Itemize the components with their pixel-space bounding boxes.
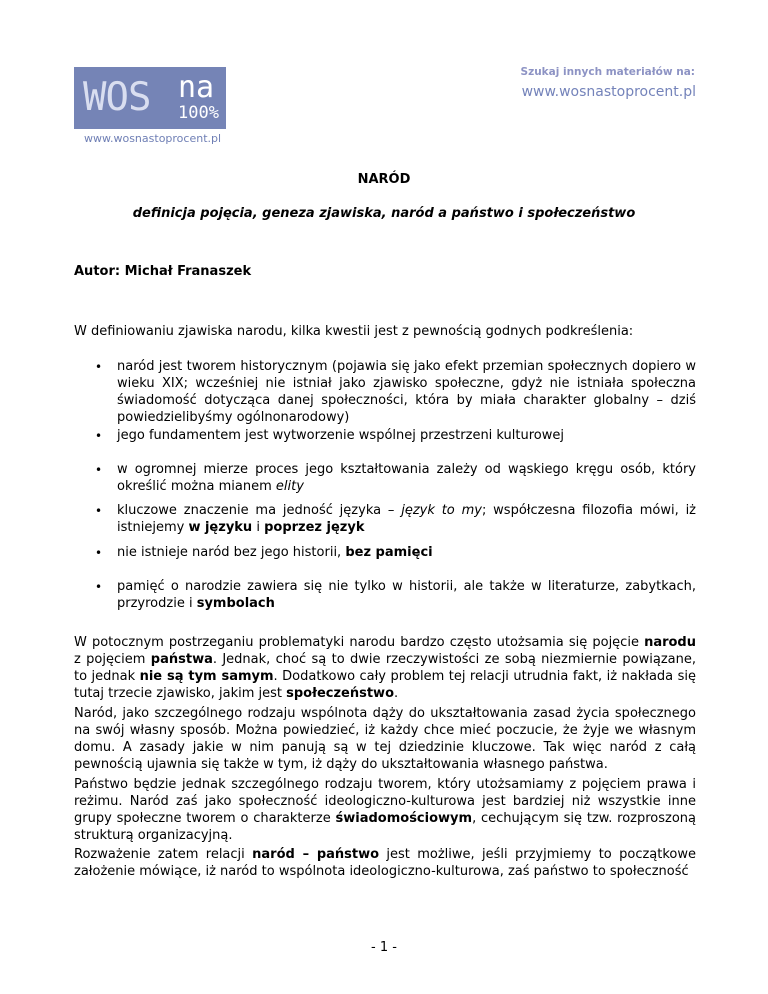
logo-percent-text: 100%	[178, 103, 219, 123]
bullet-marker: •	[95, 580, 103, 594]
document-subtitle: definicja pojęcia, geneza zjawiska, naród a państwo i społeczeństwo	[132, 206, 636, 221]
search-label: Szukaj innych materiałów na:	[520, 66, 695, 78]
body-paragraph: Naród, jako szczególnego rodzaju wspólnota dąży do ukształtowania zasad życia społecznego na swój własny sposób. Można powiedzieć, iż każdy chce mieć poczucie, że żyje we własnym domu. A zasady jakie w nim panują są w tej dziedzinie kluczowe. Tak więc naród z całą pewnością ujawnia się także w tym, iż dąży do ukształtowania własnego państwa.	[74, 706, 696, 772]
intro-paragraph: W definiowaniu zjawiska narodu, kilka kwestii jest z pewnością godnych podkreślenia:	[74, 324, 634, 339]
document-author: Autor: Michał Franaszek	[74, 264, 252, 279]
bullet-marker: •	[95, 429, 103, 443]
logo-na-text: na	[178, 70, 215, 105]
bullet-marker: •	[95, 504, 103, 518]
page-number: - 1 -	[371, 940, 397, 955]
site-logo[interactable]	[74, 67, 226, 129]
bullet-item: kluczowe znaczenie ma jedność języka – język to my; współczesna filozofia mówi, iż istniejemy w języku i poprzez język	[117, 503, 697, 535]
search-url-link[interactable]: www.wosnastoprocent.pl	[521, 84, 696, 100]
bullet-marker: •	[95, 360, 103, 374]
bullet-item: pamięć o narodzie zawiera się nie tylko w historii, ale także w literaturze, zabytkach, przyrodzie i symbolach	[117, 579, 696, 611]
logo-wos-text: WOS	[83, 75, 151, 120]
logo-url-link[interactable]: www.wosnastoprocent.pl	[84, 132, 222, 145]
bullet-marker: •	[95, 463, 103, 477]
bullet-marker: •	[95, 546, 103, 560]
document-title: NARÓD	[357, 172, 411, 187]
bullet-item: jego fundamentem jest wytworzenie wspólnej przestrzeni kulturowej	[117, 428, 564, 443]
body-paragraph: Rozważenie zatem relacji naród – państwo jest możliwe, jeśli przyjmiemy to początkowe założenie mówiące, iż naród to wspólnota ideologiczno-kulturowa, zaś państwo to społeczność	[74, 847, 697, 879]
body-paragraph: W potocznym postrzeganiu problematyki narodu bardzo często utożsamia się pojęcie narodu z pojęciem państwa. Jednak, choć są to dwie rzeczywistości ze sobą niezmiernie powiązane, to jednak nie są tym samym. Dodatkowo cały problem tej relacji utrudnia fakt, iż nakłada się tutaj trzecie zjawisko, jakim jest społeczeństwo.	[74, 635, 696, 701]
bullet-item: naród jest tworem historycznym (pojawia się jako efekt przemian społecznych dopiero w wieku XIX; wcześniej nie istniał jako zjawisko społeczne, gdyż nie istniała społeczna świadomość dotycząca danej społeczności, która by miała charakter globalny – dziś powiedzielibyśmy ogólnonarodowy)	[117, 359, 696, 425]
bullet-item: nie istnieje naród bez jego historii, bez pamięci	[117, 545, 433, 560]
bullet-item: w ogromnej mierze proces jego kształtowania zależy od wąskiego kręgu osób, który określić można mianem elity	[117, 462, 696, 494]
body-paragraph: Państwo będzie jednak szczególnego rodzaju tworem, który utożsamiamy z pojęciem prawa i reżimu. Naród zaś jako społeczność ideologiczno-kulturowa jest bardziej niż wszystkie inne grupy społeczne tworem o charakterze świadomościowym, cechującym się tzw. rozproszoną strukturą organizacyjną.	[74, 777, 696, 843]
